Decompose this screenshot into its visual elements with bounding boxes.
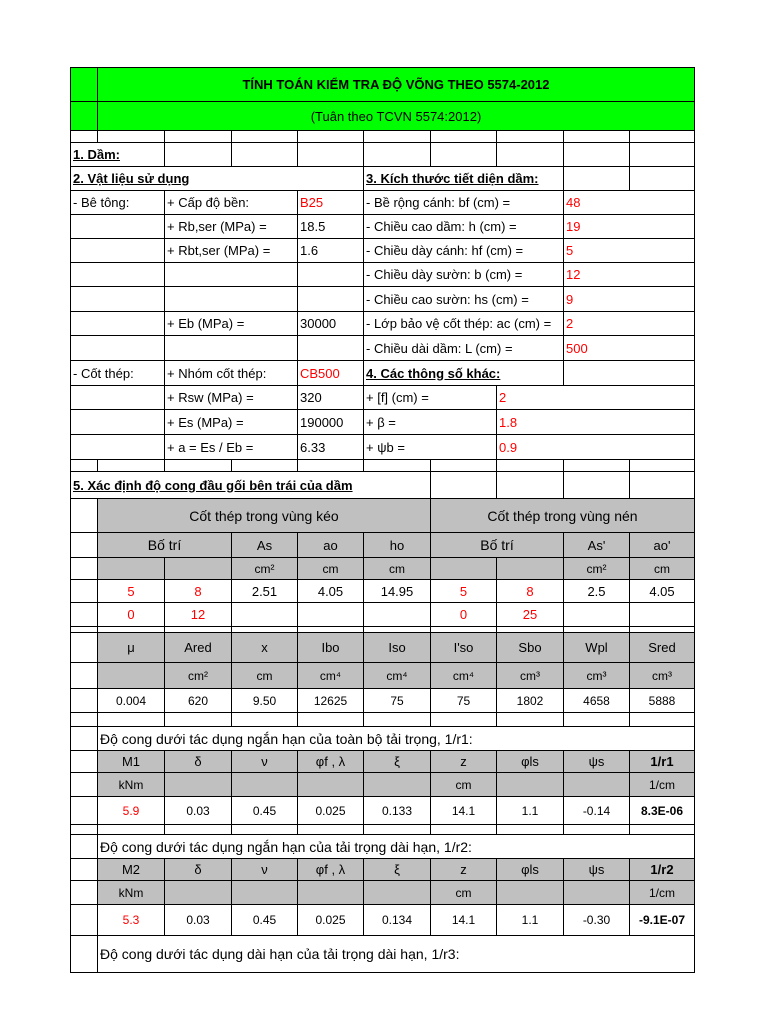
grid-cell xyxy=(629,142,694,166)
dimension-value: 19 xyxy=(563,214,694,238)
grid-cell xyxy=(70,662,97,688)
property-label: + Rbt,ser (MPa) = xyxy=(164,238,297,262)
grid-cell xyxy=(629,459,694,471)
rebar-header: ao xyxy=(297,532,363,557)
sheet-subtitle: (Tuân theo TCVN 5574:2012) xyxy=(97,101,694,130)
grid-cell xyxy=(70,385,164,409)
grid-cell xyxy=(231,130,297,142)
property-value-cell: 620 xyxy=(164,688,231,712)
grid-cell xyxy=(563,459,629,471)
dimension-value: 48 xyxy=(563,190,694,214)
grid-cell xyxy=(231,459,297,471)
grid-cell xyxy=(70,579,97,602)
grid-cell xyxy=(70,824,97,834)
property-label: + Cấp độ bền: xyxy=(164,190,297,214)
grid-cell xyxy=(70,311,164,335)
curvature-header: ψs xyxy=(563,858,629,880)
rebar-header: As xyxy=(231,532,297,557)
property-value-cell: 5888 xyxy=(629,688,694,712)
curvature-header: ν xyxy=(231,750,297,772)
parameter-value: 0.9 xyxy=(496,434,694,459)
grid-cell xyxy=(496,557,563,579)
grid-cell xyxy=(297,824,363,834)
property-label: + Nhóm cốt thép: xyxy=(164,360,297,385)
grid-cell xyxy=(629,166,694,190)
unit-label xyxy=(231,772,297,796)
rebar-cell xyxy=(297,602,363,626)
property-header: μ xyxy=(97,632,164,662)
unit-label: cm⁴ xyxy=(363,662,430,688)
grid-cell xyxy=(629,824,694,834)
grid-cell xyxy=(70,712,97,726)
curvature-value: -0.30 xyxy=(563,904,629,935)
property-label: + Eb (MPa) = xyxy=(164,311,297,335)
curvature-header: φls xyxy=(496,750,563,772)
unit-label: cm xyxy=(297,557,363,579)
curvature-value: 8.3E-06 xyxy=(629,796,694,824)
curvature-header: φf , λ xyxy=(297,750,363,772)
grid-cell xyxy=(297,130,363,142)
property-value: 30000 xyxy=(297,311,363,335)
unit-label xyxy=(496,772,563,796)
curvature-header: ν xyxy=(231,858,297,880)
unit-label xyxy=(563,772,629,796)
grid-cell xyxy=(430,471,496,498)
property-header: Sred xyxy=(629,632,694,662)
rebar-cell: 0 xyxy=(430,602,496,626)
curvature-value: 14.1 xyxy=(430,796,496,824)
property-header: Ibo xyxy=(297,632,363,662)
curvature-value: 5.9 xyxy=(97,796,164,824)
grid-cell xyxy=(164,142,231,166)
property-value: 190000 xyxy=(297,409,363,434)
dimension-value: 9 xyxy=(563,286,694,311)
parameter-label: + β = xyxy=(363,409,496,434)
dimension-label: - Lớp bảo vệ cốt thép: ac (cm) = xyxy=(363,311,563,335)
curvature-value: 0.025 xyxy=(297,796,363,824)
curvature-header: ξ xyxy=(363,858,430,880)
tension-rebar-header: Cốt thép trong vùng kéo xyxy=(97,498,430,532)
rebar-cell: 4.05 xyxy=(297,579,363,602)
grid-cell xyxy=(297,712,363,726)
property-value: 320 xyxy=(297,385,363,409)
grid-cell xyxy=(363,824,430,834)
grid-cell xyxy=(70,409,164,434)
grid-cell xyxy=(164,459,231,471)
grid-cell xyxy=(97,712,164,726)
curvature-title: Độ cong dưới tác dụng dài hạn của tải trọng dài hạn, 1/r3: xyxy=(97,935,694,972)
grid-cell xyxy=(70,130,97,142)
grid-cell xyxy=(231,142,297,166)
property-value-cell: 75 xyxy=(430,688,496,712)
grid-cell xyxy=(164,130,231,142)
unit-label: cm³ xyxy=(629,662,694,688)
grid-cell xyxy=(563,360,694,385)
grid-cell xyxy=(563,130,629,142)
grid-cell xyxy=(164,262,297,286)
rebar-cell: 2.51 xyxy=(231,579,297,602)
rebar-cell: 5 xyxy=(430,579,496,602)
unit-label xyxy=(97,662,164,688)
parameter-value: 2 xyxy=(496,385,694,409)
sheet-border-bottom xyxy=(70,972,695,973)
grid-cell xyxy=(297,335,363,360)
grid-cell xyxy=(629,471,694,498)
grid-cell xyxy=(70,214,164,238)
property-header: Wpl xyxy=(563,632,629,662)
property-value: B25 xyxy=(297,190,363,214)
grid-cell xyxy=(563,824,629,834)
grid-cell xyxy=(70,498,97,532)
property-value: 1.6 xyxy=(297,238,363,262)
dimension-label: - Bề rộng cánh: bf (cm) = xyxy=(363,190,563,214)
grid-cell xyxy=(563,166,629,190)
grid-cell xyxy=(70,726,97,750)
grid-cell xyxy=(363,712,430,726)
grid-cell xyxy=(70,772,97,796)
grid-cell xyxy=(70,904,97,935)
curvature-header: δ xyxy=(164,858,231,880)
unit-label: cm² xyxy=(563,557,629,579)
rebar-header: Bố trí xyxy=(97,532,231,557)
curvature-header: M2 xyxy=(97,858,164,880)
rebar-cell xyxy=(563,602,629,626)
curvature-header: φls xyxy=(496,858,563,880)
rebar-cell: 14.95 xyxy=(363,579,430,602)
grid-cell xyxy=(70,688,97,712)
grid-cell xyxy=(430,130,496,142)
unit-label: cm xyxy=(363,557,430,579)
rebar-header: As' xyxy=(563,532,629,557)
property-label: + Es (MPa) = xyxy=(164,409,297,434)
grid-cell xyxy=(164,286,297,311)
dimension-value: 2 xyxy=(563,311,694,335)
dimension-label: - Chiều cao sườn: hs (cm) = xyxy=(363,286,563,311)
unit-label xyxy=(363,772,430,796)
grid-cell xyxy=(70,602,97,626)
curvature-value: 1.1 xyxy=(496,904,563,935)
property-label: + Rb,ser (MPa) = xyxy=(164,214,297,238)
rebar-cell: 12 xyxy=(164,602,231,626)
unit-label: cm⁴ xyxy=(430,662,496,688)
parameter-label: + ψb = xyxy=(363,434,496,459)
grid-cell xyxy=(563,712,629,726)
rebar-cell xyxy=(363,602,430,626)
property-value-cell: 0.004 xyxy=(97,688,164,712)
dimension-value: 12 xyxy=(563,262,694,286)
rebar-cell: 8 xyxy=(496,579,563,602)
unit-label: cm xyxy=(629,557,694,579)
curvature-header: φf , λ xyxy=(297,858,363,880)
curvature-value: 14.1 xyxy=(430,904,496,935)
unit-label: cm⁴ xyxy=(297,662,363,688)
grid-cell xyxy=(70,750,97,772)
grid-cell xyxy=(70,557,97,579)
property-value: 6.33 xyxy=(297,434,363,459)
grid-cell xyxy=(297,286,363,311)
curvature-value: -9.1E-07 xyxy=(629,904,694,935)
curvature-header: M1 xyxy=(97,750,164,772)
grid-cell xyxy=(70,532,97,557)
grid-cell xyxy=(97,130,164,142)
dimension-value: 500 xyxy=(563,335,694,360)
rebar-cell: 0 xyxy=(97,602,164,626)
grid-cell xyxy=(164,557,231,579)
unit-label xyxy=(297,772,363,796)
grid-cell xyxy=(496,471,563,498)
curvature-header: ψs xyxy=(563,750,629,772)
grid-cell xyxy=(363,142,430,166)
property-header: Iso xyxy=(363,632,430,662)
curvature-header: δ xyxy=(164,750,231,772)
property-value: CB500 xyxy=(297,360,363,385)
curvature-value: 5.3 xyxy=(97,904,164,935)
property-header: Ared xyxy=(164,632,231,662)
property-value-cell: 9.50 xyxy=(231,688,297,712)
sheet-border-right xyxy=(694,67,695,972)
grid-cell xyxy=(164,335,297,360)
grid-cell xyxy=(629,130,694,142)
grid-cell xyxy=(70,286,164,311)
curvature-header: z xyxy=(430,858,496,880)
grid-cell xyxy=(363,130,430,142)
grid-cell xyxy=(430,142,496,166)
compression-rebar-header: Cốt thép trong vùng nén xyxy=(430,498,694,532)
grid-cell xyxy=(70,262,164,286)
dimension-label: - Chiều dày sườn: b (cm) = xyxy=(363,262,563,286)
rebar-cell xyxy=(629,602,694,626)
grid-cell xyxy=(70,880,97,904)
rebar-cell: 8 xyxy=(164,579,231,602)
sheet-title: TÍNH TOÁN KIỂM TRA ĐỘ VÕNG THEO 5574-2012 xyxy=(97,67,694,101)
grid-cell xyxy=(363,459,430,471)
grid-cell xyxy=(70,459,97,471)
property-header: Sbo xyxy=(496,632,563,662)
dimension-label: - Chiều dài dầm: L (cm) = xyxy=(363,335,563,360)
section-5-title: 5. Xác định độ cong đầu gối bên trái của dầm xyxy=(70,471,430,498)
property-header: I'so xyxy=(430,632,496,662)
curvature-header: ξ xyxy=(363,750,430,772)
property-header: x xyxy=(231,632,297,662)
unit-label xyxy=(164,880,231,904)
curvature-value: 1.1 xyxy=(496,796,563,824)
rebar-cell: 2.5 xyxy=(563,579,629,602)
unit-label: cm xyxy=(231,662,297,688)
curvature-header: 1/r2 xyxy=(629,858,694,880)
curvature-value: 0.03 xyxy=(164,796,231,824)
grid-cell xyxy=(70,632,97,662)
grid-cell xyxy=(430,824,496,834)
grid-cell xyxy=(629,712,694,726)
curvature-header: z xyxy=(430,750,496,772)
unit-label: cm³ xyxy=(563,662,629,688)
property-value-cell: 12625 xyxy=(297,688,363,712)
rebar-header: ao' xyxy=(629,532,694,557)
section-4-title: 4. Các thông số khác: xyxy=(363,360,563,385)
grid-cell xyxy=(297,262,363,286)
grid-cell xyxy=(430,712,496,726)
grid-cell xyxy=(430,459,496,471)
rebar-header: Bố trí xyxy=(430,532,563,557)
header-spacer xyxy=(70,101,97,130)
parameter-label: + [f] (cm) = xyxy=(363,385,496,409)
grid-cell xyxy=(496,824,563,834)
rebar-cell: 5 xyxy=(97,579,164,602)
curvature-title: Độ cong dưới tác dụng ngắn hạn của tải trọng dài hạn, 1/r2: xyxy=(97,834,694,858)
unit-label xyxy=(563,880,629,904)
curvature-header: 1/r1 xyxy=(629,750,694,772)
grid-cell xyxy=(563,471,629,498)
unit-label: kNm xyxy=(97,772,164,796)
section-1-title: 1. Dầm: xyxy=(70,142,164,166)
unit-label xyxy=(297,880,363,904)
grid-cell xyxy=(231,824,297,834)
unit-label: kNm xyxy=(97,880,164,904)
grid-cell xyxy=(496,459,563,471)
property-label: + a = Es / Eb = xyxy=(164,434,297,459)
curvature-value: 0.03 xyxy=(164,904,231,935)
unit-label: 1/cm xyxy=(629,880,694,904)
grid-cell xyxy=(70,796,97,824)
rebar-header: ho xyxy=(363,532,430,557)
curvature-value: 0.134 xyxy=(363,904,430,935)
grid-cell xyxy=(164,712,231,726)
grid-cell xyxy=(496,130,563,142)
property-value-cell: 1802 xyxy=(496,688,563,712)
grid-cell xyxy=(97,557,164,579)
grid-cell xyxy=(70,858,97,880)
grid-cell xyxy=(70,434,164,459)
grid-cell xyxy=(496,712,563,726)
curvature-value: 0.45 xyxy=(231,904,297,935)
unit-label: cm² xyxy=(231,557,297,579)
property-label: + Rsw (MPa) = xyxy=(164,385,297,409)
rebar-cell: 25 xyxy=(496,602,563,626)
unit-label: cm xyxy=(430,880,496,904)
curvature-title: Độ cong dưới tác dụng ngắn hạn của toàn bộ tải trọng, 1/r1: xyxy=(97,726,694,750)
curvature-value: 0.45 xyxy=(231,796,297,824)
grid-cell xyxy=(297,459,363,471)
unit-label: cm² xyxy=(164,662,231,688)
parameter-value: 1.8 xyxy=(496,409,694,434)
unit-label: cm³ xyxy=(496,662,563,688)
unit-label xyxy=(363,880,430,904)
material-label: - Cốt thép: xyxy=(70,360,164,385)
grid-cell xyxy=(97,824,164,834)
grid-cell xyxy=(164,824,231,834)
curvature-value: -0.14 xyxy=(563,796,629,824)
unit-label xyxy=(496,880,563,904)
grid-cell xyxy=(70,238,164,262)
unit-label xyxy=(164,772,231,796)
property-value-cell: 4658 xyxy=(563,688,629,712)
section-3-title: 3. Kích thước tiết diện dầm: xyxy=(363,166,563,190)
unit-label: 1/cm xyxy=(629,772,694,796)
unit-label xyxy=(231,880,297,904)
grid-cell xyxy=(496,142,563,166)
header-spacer xyxy=(70,67,97,101)
dimension-label: - Chiều cao dầm: h (cm) = xyxy=(363,214,563,238)
grid-cell xyxy=(97,459,164,471)
dimension-label: - Chiều dày cánh: hf (cm) = xyxy=(363,238,563,262)
rebar-cell: 4.05 xyxy=(629,579,694,602)
material-label: - Bê tông: xyxy=(70,190,164,214)
curvature-value: 0.025 xyxy=(297,904,363,935)
grid-cell xyxy=(70,935,97,972)
curvature-value: 0.133 xyxy=(363,796,430,824)
grid-cell xyxy=(70,335,164,360)
grid-cell xyxy=(430,557,496,579)
grid-cell xyxy=(563,142,629,166)
rebar-cell xyxy=(231,602,297,626)
property-value-cell: 75 xyxy=(363,688,430,712)
section-2-title: 2. Vật liệu sử dụng xyxy=(70,166,363,190)
property-value: 18.5 xyxy=(297,214,363,238)
dimension-value: 5 xyxy=(563,238,694,262)
unit-label: cm xyxy=(430,772,496,796)
grid-cell xyxy=(70,834,97,858)
grid-cell xyxy=(297,142,363,166)
grid-cell xyxy=(231,712,297,726)
